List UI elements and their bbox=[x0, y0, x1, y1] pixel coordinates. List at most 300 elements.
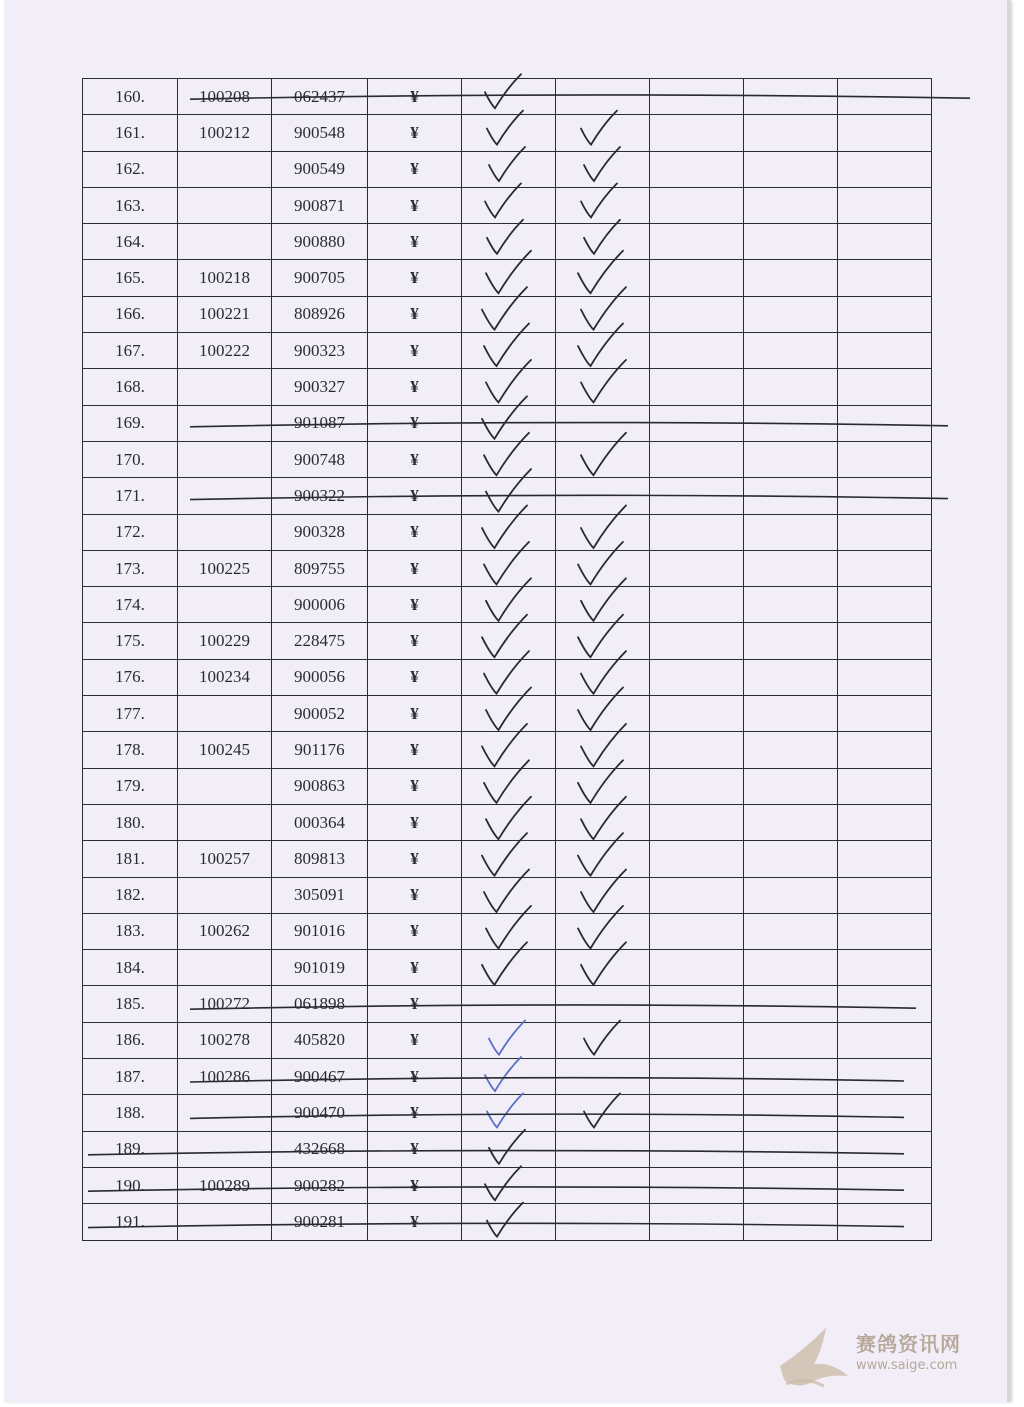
yen-cell: ¥ bbox=[368, 1131, 462, 1167]
blank-cell-2 bbox=[744, 696, 838, 732]
code-cell: 900549 bbox=[272, 151, 368, 187]
yen-cell: ¥ bbox=[368, 441, 462, 477]
ring-number-cell: 100208 bbox=[178, 79, 272, 115]
check-cell-1 bbox=[462, 659, 556, 695]
blank-cell-3 bbox=[838, 913, 932, 949]
table-row bbox=[83, 768, 932, 804]
row-number-cell: 187. bbox=[83, 1059, 178, 1095]
blank-cell-2 bbox=[744, 623, 838, 659]
check-cell-1 bbox=[462, 732, 556, 768]
blank-cell-3 bbox=[838, 1131, 932, 1167]
row-number-cell: 167. bbox=[83, 333, 178, 369]
check-cell-2 bbox=[556, 405, 650, 441]
table-row bbox=[83, 1131, 932, 1167]
blank-cell-1 bbox=[650, 1167, 744, 1203]
yen-cell: ¥ bbox=[368, 1022, 462, 1058]
ring-number-cell bbox=[178, 877, 272, 913]
table-row bbox=[83, 441, 932, 477]
check-cell-2 bbox=[556, 696, 650, 732]
yen-cell: ¥ bbox=[368, 804, 462, 840]
yen-cell: ¥ bbox=[368, 1204, 462, 1240]
code-cell: 900467 bbox=[272, 1059, 368, 1095]
ring-number-cell bbox=[178, 441, 272, 477]
table-row bbox=[83, 587, 932, 623]
blank-cell-3 bbox=[838, 986, 932, 1022]
blank-cell-3 bbox=[838, 296, 932, 332]
check-cell-1 bbox=[462, 115, 556, 151]
ring-number-cell bbox=[178, 514, 272, 550]
code-cell: 062437 bbox=[272, 79, 368, 115]
code-cell: 900323 bbox=[272, 333, 368, 369]
table-row bbox=[83, 659, 932, 695]
check-cell-2 bbox=[556, 1022, 650, 1058]
code-cell: 900006 bbox=[272, 587, 368, 623]
check-cell-1 bbox=[462, 369, 556, 405]
blank-cell-2 bbox=[744, 405, 838, 441]
table-row bbox=[83, 1059, 932, 1095]
check-cell-2 bbox=[556, 478, 650, 514]
table-row bbox=[83, 986, 932, 1022]
check-cell-2 bbox=[556, 1095, 650, 1131]
blank-cell-3 bbox=[838, 260, 932, 296]
blank-cell-3 bbox=[838, 187, 932, 223]
table-row bbox=[83, 804, 932, 840]
check-cell-1 bbox=[462, 877, 556, 913]
blank-cell-3 bbox=[838, 1022, 932, 1058]
row-number-cell: 191. bbox=[83, 1204, 178, 1240]
code-cell: 061898 bbox=[272, 986, 368, 1022]
code-cell: 432668 bbox=[272, 1131, 368, 1167]
check-cell-1 bbox=[462, 986, 556, 1022]
ring-number-cell: 100221 bbox=[178, 296, 272, 332]
blank-cell-3 bbox=[838, 369, 932, 405]
check-cell-2 bbox=[556, 841, 650, 877]
check-cell-1 bbox=[462, 441, 556, 477]
blank-cell-2 bbox=[744, 79, 838, 115]
check-cell-2 bbox=[556, 333, 650, 369]
blank-cell-3 bbox=[838, 441, 932, 477]
row-number-cell: 175. bbox=[83, 623, 178, 659]
blank-cell-3 bbox=[838, 950, 932, 986]
yen-cell: ¥ bbox=[368, 151, 462, 187]
yen-cell: ¥ bbox=[368, 732, 462, 768]
check-cell-1 bbox=[462, 550, 556, 586]
check-cell-1 bbox=[462, 79, 556, 115]
code-cell: 900705 bbox=[272, 260, 368, 296]
row-number-cell: 188. bbox=[83, 1095, 178, 1131]
yen-cell: ¥ bbox=[368, 587, 462, 623]
blank-cell-1 bbox=[650, 950, 744, 986]
ring-number-cell bbox=[178, 587, 272, 623]
blank-cell-2 bbox=[744, 296, 838, 332]
blank-cell-3 bbox=[838, 841, 932, 877]
blank-cell-1 bbox=[650, 768, 744, 804]
check-cell-1 bbox=[462, 1204, 556, 1240]
row-number-cell: 165. bbox=[83, 260, 178, 296]
blank-cell-2 bbox=[744, 478, 838, 514]
ring-number-cell bbox=[178, 1204, 272, 1240]
watermark-brand: 赛鸽资讯网 bbox=[856, 1332, 961, 1356]
blank-cell-1 bbox=[650, 151, 744, 187]
check-cell-1 bbox=[462, 1022, 556, 1058]
ring-number-cell: 100257 bbox=[178, 841, 272, 877]
row-number-cell: 160. bbox=[83, 79, 178, 115]
check-cell-2 bbox=[556, 115, 650, 151]
check-cell-2 bbox=[556, 732, 650, 768]
blank-cell-2 bbox=[744, 224, 838, 260]
check-cell-2 bbox=[556, 79, 650, 115]
blank-cell-1 bbox=[650, 877, 744, 913]
yen-cell: ¥ bbox=[368, 478, 462, 514]
ring-number-cell: 100229 bbox=[178, 623, 272, 659]
blank-cell-2 bbox=[744, 441, 838, 477]
yen-cell: ¥ bbox=[368, 187, 462, 223]
code-cell: 901087 bbox=[272, 405, 368, 441]
yen-cell: ¥ bbox=[368, 768, 462, 804]
blank-cell-1 bbox=[650, 333, 744, 369]
blank-cell-3 bbox=[838, 623, 932, 659]
row-number-cell: 183. bbox=[83, 913, 178, 949]
row-number-cell: 163. bbox=[83, 187, 178, 223]
blank-cell-1 bbox=[650, 369, 744, 405]
blank-cell-3 bbox=[838, 659, 932, 695]
check-cell-2 bbox=[556, 514, 650, 550]
row-number-cell: 189. bbox=[83, 1131, 178, 1167]
blank-cell-2 bbox=[744, 659, 838, 695]
blank-cell-1 bbox=[650, 1095, 744, 1131]
code-cell: 900328 bbox=[272, 514, 368, 550]
ring-number-cell bbox=[178, 1095, 272, 1131]
yen-cell: ¥ bbox=[368, 1167, 462, 1203]
blank-cell-2 bbox=[744, 333, 838, 369]
yen-cell: ¥ bbox=[368, 913, 462, 949]
code-cell: 900281 bbox=[272, 1204, 368, 1240]
check-cell-2 bbox=[556, 913, 650, 949]
check-cell-2 bbox=[556, 623, 650, 659]
table-row bbox=[83, 369, 932, 405]
blank-cell-1 bbox=[650, 550, 744, 586]
row-number-cell: 172. bbox=[83, 514, 178, 550]
blank-cell-1 bbox=[650, 260, 744, 296]
blank-cell-1 bbox=[650, 79, 744, 115]
blank-cell-2 bbox=[744, 115, 838, 151]
blank-cell-3 bbox=[838, 696, 932, 732]
ring-number-cell bbox=[178, 187, 272, 223]
ring-number-cell bbox=[178, 478, 272, 514]
blank-cell-2 bbox=[744, 950, 838, 986]
check-cell-2 bbox=[556, 986, 650, 1022]
check-cell-2 bbox=[556, 151, 650, 187]
row-number-cell: 161. bbox=[83, 115, 178, 151]
table-row bbox=[83, 950, 932, 986]
row-number-cell: 173. bbox=[83, 550, 178, 586]
table-row bbox=[83, 405, 932, 441]
check-cell-2 bbox=[556, 768, 650, 804]
row-number-cell: 185. bbox=[83, 986, 178, 1022]
table-row bbox=[83, 1095, 932, 1131]
table-row bbox=[83, 877, 932, 913]
table-row bbox=[83, 115, 932, 151]
ring-number-cell: 100234 bbox=[178, 659, 272, 695]
blank-cell-1 bbox=[650, 224, 744, 260]
check-cell-1 bbox=[462, 913, 556, 949]
blank-cell-2 bbox=[744, 768, 838, 804]
code-cell: 228475 bbox=[272, 623, 368, 659]
ring-number-cell: 100218 bbox=[178, 260, 272, 296]
yen-cell: ¥ bbox=[368, 514, 462, 550]
ring-number-cell: 100225 bbox=[178, 550, 272, 586]
blank-cell-3 bbox=[838, 1167, 932, 1203]
code-cell: 900056 bbox=[272, 659, 368, 695]
row-number-cell: 170. bbox=[83, 441, 178, 477]
blank-cell-3 bbox=[838, 804, 932, 840]
row-number-cell: 181. bbox=[83, 841, 178, 877]
yen-cell: ¥ bbox=[368, 986, 462, 1022]
ring-number-cell: 100212 bbox=[178, 115, 272, 151]
blank-cell-2 bbox=[744, 877, 838, 913]
blank-cell-1 bbox=[650, 659, 744, 695]
yen-cell: ¥ bbox=[368, 405, 462, 441]
check-cell-2 bbox=[556, 224, 650, 260]
page-edge bbox=[1007, 0, 1010, 1402]
code-cell: 900548 bbox=[272, 115, 368, 151]
scanned-page bbox=[4, 0, 1010, 1402]
blank-cell-2 bbox=[744, 913, 838, 949]
blank-cell-1 bbox=[650, 841, 744, 877]
check-cell-2 bbox=[556, 1059, 650, 1095]
blank-cell-3 bbox=[838, 877, 932, 913]
check-cell-2 bbox=[556, 1131, 650, 1167]
blank-cell-2 bbox=[744, 1059, 838, 1095]
yen-cell: ¥ bbox=[368, 260, 462, 296]
table-row bbox=[83, 696, 932, 732]
row-number-cell: 171. bbox=[83, 478, 178, 514]
code-cell: 405820 bbox=[272, 1022, 368, 1058]
ring-number-cell bbox=[178, 369, 272, 405]
blank-cell-1 bbox=[650, 296, 744, 332]
row-number-cell: 179. bbox=[83, 768, 178, 804]
yen-cell: ¥ bbox=[368, 841, 462, 877]
ring-number-cell: 100286 bbox=[178, 1059, 272, 1095]
blank-cell-3 bbox=[838, 333, 932, 369]
blank-cell-3 bbox=[838, 405, 932, 441]
check-cell-1 bbox=[462, 696, 556, 732]
blank-cell-1 bbox=[650, 478, 744, 514]
table-row bbox=[83, 1022, 932, 1058]
yen-cell: ¥ bbox=[368, 79, 462, 115]
row-number-cell: 169. bbox=[83, 405, 178, 441]
check-cell-1 bbox=[462, 1167, 556, 1203]
code-cell: 901016 bbox=[272, 913, 368, 949]
ring-number-cell bbox=[178, 696, 272, 732]
check-cell-1 bbox=[462, 841, 556, 877]
row-number-cell: 182. bbox=[83, 877, 178, 913]
row-number-cell: 186. bbox=[83, 1022, 178, 1058]
blank-cell-2 bbox=[744, 1095, 838, 1131]
blank-cell-2 bbox=[744, 587, 838, 623]
check-cell-2 bbox=[556, 950, 650, 986]
table-row bbox=[83, 151, 932, 187]
table-row bbox=[83, 187, 932, 223]
blank-cell-1 bbox=[650, 732, 744, 768]
yen-cell: ¥ bbox=[368, 333, 462, 369]
table-row bbox=[83, 514, 932, 550]
table-row bbox=[83, 478, 932, 514]
blank-cell-3 bbox=[838, 478, 932, 514]
yen-cell: ¥ bbox=[368, 296, 462, 332]
blank-cell-1 bbox=[650, 1204, 744, 1240]
yen-cell: ¥ bbox=[368, 550, 462, 586]
blank-cell-3 bbox=[838, 1059, 932, 1095]
code-cell: 900880 bbox=[272, 224, 368, 260]
check-cell-2 bbox=[556, 659, 650, 695]
blank-cell-2 bbox=[744, 187, 838, 223]
ring-number-cell: 100272 bbox=[178, 986, 272, 1022]
ring-number-cell: 100289 bbox=[178, 1167, 272, 1203]
blank-cell-3 bbox=[838, 1204, 932, 1240]
yen-cell: ¥ bbox=[368, 877, 462, 913]
table-row bbox=[83, 1204, 932, 1240]
check-cell-1 bbox=[462, 1059, 556, 1095]
blank-cell-3 bbox=[838, 514, 932, 550]
check-cell-1 bbox=[462, 151, 556, 187]
table-row bbox=[83, 333, 932, 369]
watermark-url: www.saige.com bbox=[856, 1358, 958, 1373]
table-row bbox=[83, 913, 932, 949]
yen-cell: ¥ bbox=[368, 224, 462, 260]
pigeon-logo-icon bbox=[774, 1320, 854, 1396]
blank-cell-2 bbox=[744, 151, 838, 187]
check-cell-2 bbox=[556, 804, 650, 840]
blank-cell-3 bbox=[838, 587, 932, 623]
blank-cell-3 bbox=[838, 151, 932, 187]
code-cell: 809813 bbox=[272, 841, 368, 877]
blank-cell-1 bbox=[650, 1059, 744, 1095]
code-cell: 900282 bbox=[272, 1167, 368, 1203]
blank-cell-2 bbox=[744, 1131, 838, 1167]
code-cell: 900327 bbox=[272, 369, 368, 405]
yen-cell: ¥ bbox=[368, 623, 462, 659]
ring-number-cell bbox=[178, 151, 272, 187]
check-cell-1 bbox=[462, 260, 556, 296]
blank-cell-2 bbox=[744, 1167, 838, 1203]
table-row bbox=[83, 79, 932, 115]
check-cell-1 bbox=[462, 804, 556, 840]
row-number-cell: 174. bbox=[83, 587, 178, 623]
blank-cell-3 bbox=[838, 224, 932, 260]
check-cell-1 bbox=[462, 224, 556, 260]
blank-cell-3 bbox=[838, 115, 932, 151]
code-cell: 900863 bbox=[272, 768, 368, 804]
check-cell-1 bbox=[462, 333, 556, 369]
row-number-cell: 164. bbox=[83, 224, 178, 260]
code-cell: 809755 bbox=[272, 550, 368, 586]
blank-cell-1 bbox=[650, 986, 744, 1022]
code-cell: 808926 bbox=[272, 296, 368, 332]
row-number-cell: 190. bbox=[83, 1167, 178, 1203]
code-cell: 900871 bbox=[272, 187, 368, 223]
ring-number-cell: 100278 bbox=[178, 1022, 272, 1058]
code-cell: 901019 bbox=[272, 950, 368, 986]
blank-cell-1 bbox=[650, 405, 744, 441]
blank-cell-2 bbox=[744, 369, 838, 405]
table-row bbox=[83, 550, 932, 586]
code-cell: 900470 bbox=[272, 1095, 368, 1131]
table-row bbox=[83, 224, 932, 260]
check-cell-1 bbox=[462, 623, 556, 659]
blank-cell-2 bbox=[744, 550, 838, 586]
blank-cell-3 bbox=[838, 1095, 932, 1131]
check-cell-1 bbox=[462, 514, 556, 550]
yen-cell: ¥ bbox=[368, 1095, 462, 1131]
ring-number-cell bbox=[178, 224, 272, 260]
check-cell-2 bbox=[556, 260, 650, 296]
table-row bbox=[83, 296, 932, 332]
check-cell-2 bbox=[556, 1167, 650, 1203]
table-row bbox=[83, 841, 932, 877]
row-number-cell: 184. bbox=[83, 950, 178, 986]
code-cell: 900748 bbox=[272, 441, 368, 477]
ring-number-cell bbox=[178, 768, 272, 804]
row-number-cell: 180. bbox=[83, 804, 178, 840]
check-cell-1 bbox=[462, 187, 556, 223]
blank-cell-2 bbox=[744, 804, 838, 840]
code-cell: 000364 bbox=[272, 804, 368, 840]
blank-cell-2 bbox=[744, 1022, 838, 1058]
ring-number-cell bbox=[178, 1131, 272, 1167]
ring-number-cell bbox=[178, 405, 272, 441]
blank-cell-2 bbox=[744, 841, 838, 877]
check-cell-1 bbox=[462, 405, 556, 441]
ring-number-cell: 100262 bbox=[178, 913, 272, 949]
yen-cell: ¥ bbox=[368, 696, 462, 732]
check-cell-2 bbox=[556, 1204, 650, 1240]
yen-cell: ¥ bbox=[368, 950, 462, 986]
check-cell-1 bbox=[462, 950, 556, 986]
check-cell-1 bbox=[462, 296, 556, 332]
code-cell: 901176 bbox=[272, 732, 368, 768]
blank-cell-1 bbox=[650, 913, 744, 949]
code-cell: 900052 bbox=[272, 696, 368, 732]
check-cell-2 bbox=[556, 441, 650, 477]
check-cell-2 bbox=[556, 587, 650, 623]
blank-cell-2 bbox=[744, 1204, 838, 1240]
check-cell-1 bbox=[462, 478, 556, 514]
ring-number-cell: 100245 bbox=[178, 732, 272, 768]
register-table bbox=[82, 78, 932, 1241]
check-cell-1 bbox=[462, 587, 556, 623]
ring-number-cell: 100222 bbox=[178, 333, 272, 369]
yen-cell: ¥ bbox=[368, 115, 462, 151]
blank-cell-1 bbox=[650, 804, 744, 840]
check-cell-2 bbox=[556, 877, 650, 913]
code-cell: 305091 bbox=[272, 877, 368, 913]
row-number-cell: 177. bbox=[83, 696, 178, 732]
blank-cell-3 bbox=[838, 768, 932, 804]
yen-cell: ¥ bbox=[368, 1059, 462, 1095]
register-body bbox=[83, 79, 932, 1241]
check-cell-2 bbox=[556, 550, 650, 586]
row-number-cell: 176. bbox=[83, 659, 178, 695]
blank-cell-1 bbox=[650, 1022, 744, 1058]
blank-cell-1 bbox=[650, 1131, 744, 1167]
check-cell-2 bbox=[556, 187, 650, 223]
blank-cell-1 bbox=[650, 696, 744, 732]
row-number-cell: 166. bbox=[83, 296, 178, 332]
blank-cell-2 bbox=[744, 260, 838, 296]
check-cell-2 bbox=[556, 296, 650, 332]
table-row bbox=[83, 260, 932, 296]
